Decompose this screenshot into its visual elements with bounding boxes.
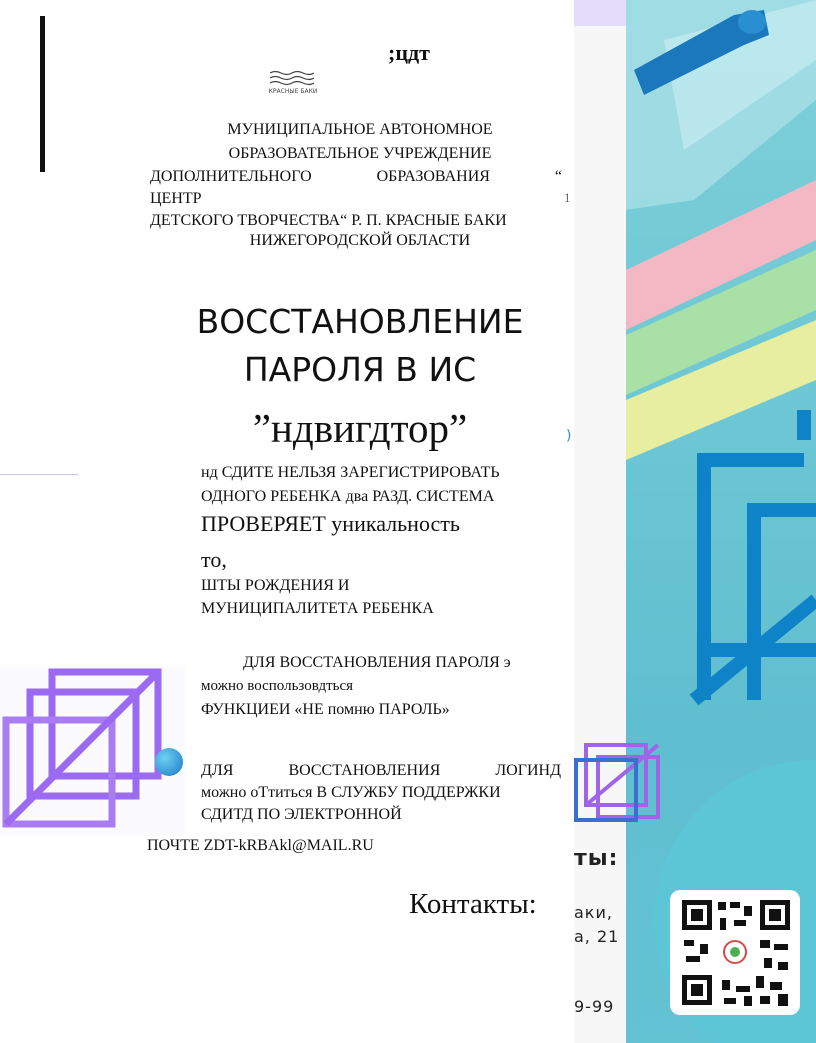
title-line2: ПАРОЛЯ В ИС — [243, 350, 477, 389]
p1-line2: ОДНОГО РЕБЕНКА два РАЗД. СИСТЕМА — [201, 488, 495, 505]
org-line1: МУНИЦИПАЛЬНОЕ АВТОНОМНОЕ — [227, 121, 493, 138]
contacts-partial-heading: ты: — [574, 846, 619, 871]
background-photo — [574, 0, 816, 1043]
title-side-glyph: ) — [566, 428, 572, 444]
p3-line1-b: ВОССТАНОВЛЕНИЯ — [288, 762, 441, 779]
pens-illustration — [574, 0, 816, 1043]
contacts-partial-line2: а, 21 — [574, 927, 620, 946]
divider-line — [0, 474, 78, 475]
p1-line5: ШТЫ РОЖДЕНИЯ И — [201, 577, 350, 594]
org-line5: ДЕТСКОГО ТВОРЧЕСТВА“ Р. П. КРАСНЫЕ БАКИ — [150, 212, 507, 229]
contacts-label: Контакты: — [409, 888, 537, 920]
org-line3-a: ДОПОЛНИТЕЛЬНОГО — [150, 168, 312, 185]
p3-line4-email: ПОЧТЕ ZDT-kRBAkl@MAIL.RU — [147, 837, 374, 854]
contacts-partial-line1: аки, — [574, 903, 613, 922]
p1-line3: ПРОВЕРЯЕТ уникальность — [201, 511, 460, 536]
org-line3-c: “ — [554, 168, 562, 185]
org-line4: ЦЕНТР — [150, 190, 202, 207]
p1-line1: нд СДИТЕ НЕЛЬЗЯ ЗАРЕГИСТРИРОВАТЬ — [201, 464, 500, 481]
p3-line3: СДИТД ПО ЭЛЕКТРОННОЙ — [201, 806, 402, 823]
p3-line1-a: ДЛЯ — [201, 762, 234, 779]
p3-line1 — [201, 762, 561, 780]
org-line3 — [150, 168, 562, 186]
p2-line2: можно воспользовдться — [201, 678, 354, 694]
title-line1: ВОССТАНОВЛЕНИЕ — [196, 302, 524, 341]
org-line6: НИЖЕГОРОДСКОЙ ОБЛАСТИ — [249, 232, 471, 249]
title-line3: ”ндвигдтор” — [252, 405, 468, 451]
org-line3-b: ОБРАЗОВАНИЯ — [376, 168, 490, 185]
left-accent-bar — [40, 16, 45, 172]
p3-line2: можно оТтиться В СЛУЖБУ ПОДДЕРЖКИ — [201, 784, 501, 801]
p2-line1: ДЛЯ ВОССТАНОВЛЕНИЯ ПАРОЛЯ э — [243, 654, 511, 671]
p3-line1-c: ЛОГИНД — [495, 762, 561, 779]
logo-caption: КРАСНЫЕ БАКИ — [268, 88, 318, 95]
p1-line4: то, — [201, 547, 227, 572]
blue-dot-icon — [155, 748, 183, 776]
cube-outline-illustration — [0, 666, 185, 836]
waves-logo-icon — [270, 70, 314, 88]
p2-line3: ФУНКЦИЕИ «НЕ помню ПАРОЛЬ» — [201, 701, 450, 718]
org-line2: ОБРАЗОВАТЕЛЬНОЕ УЧРЕЖДЕНИЕ — [228, 145, 492, 162]
p1-line6: МУНИЦИПАЛИТЕТА РЕБЕНКА — [201, 600, 434, 617]
contacts-partial-phone: 9-99 — [574, 997, 615, 1016]
logo-mark: ;цдт — [388, 40, 430, 65]
org-line4-side: 1 — [564, 190, 571, 205]
